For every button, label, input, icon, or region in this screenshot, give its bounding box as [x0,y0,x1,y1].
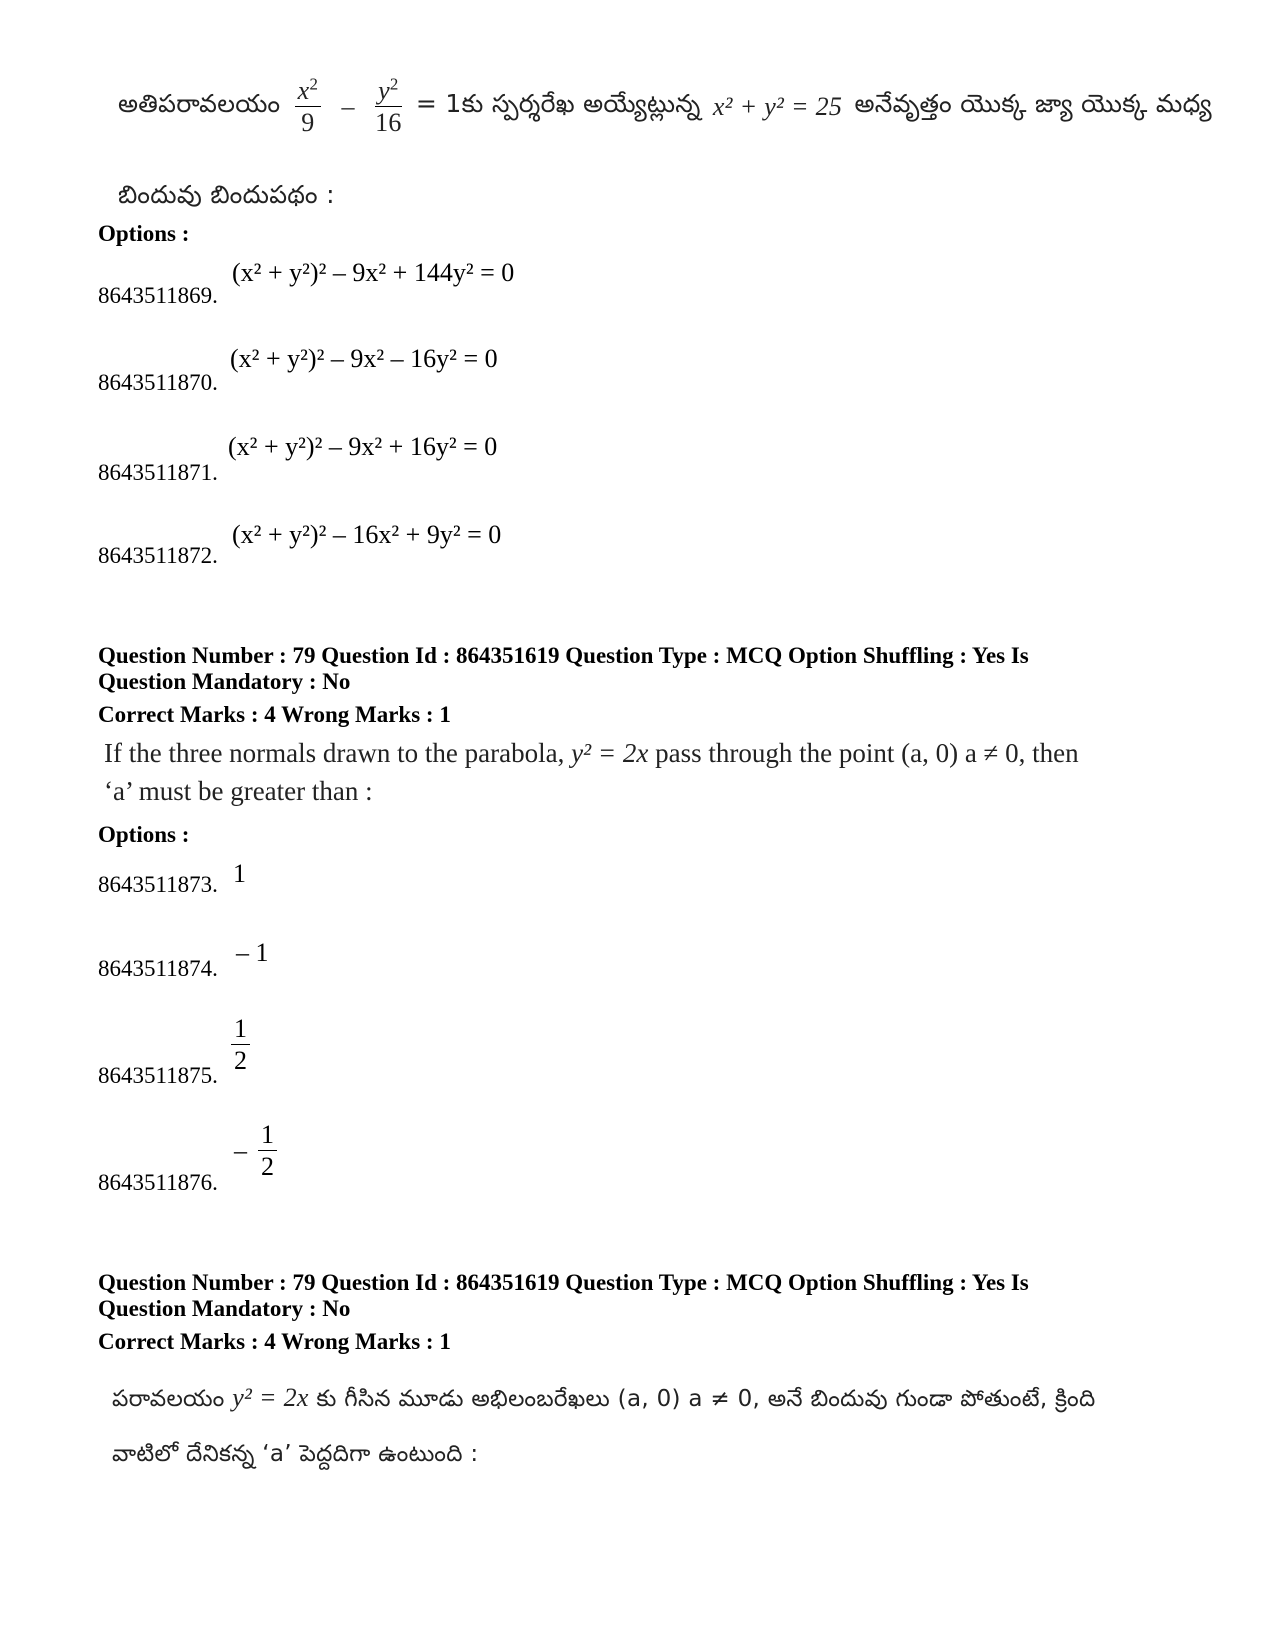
q79b-header-line1: Question Number : 79 Question Id : 864351619 Question Type : MCQ Option Shuffling : Yes Is [98,1270,1029,1295]
q79a-option-value: 1 [233,859,246,888]
q78-fraction-x2-over-9: $\frac{x^2}{9}$ [295,78,322,136]
q79b-stem-line2: వాటిలో దేనికన్న ‘a’ పెద్దదిగా ఉంటుంది : [112,1441,479,1467]
q79b-stem-line1: పరావలయం y² = 2x కు గీసిన మూడు అభిలంబరేఖలు (a, 0) a ≠ 0, అనే బిందువు గుండా పోతుంటే, క్రింది [112,1383,1096,1412]
q79a-options-label: Options : [98,822,190,847]
q78-option-expression: (x² + y²)² – 16x² + 9y² = 0 [232,520,502,549]
q79b-parabola-equation: y² = 2x [232,1383,309,1412]
q79b-header-line2: Question Mandatory : No [98,1296,351,1321]
q79a-option-id: 8643511875. [98,1063,218,1088]
q79a-option-id: 8643511873. [98,872,218,897]
q78-option-id: 8643511872. [98,543,218,568]
q79a-option-fraction: $\frac{1}{2}$ [258,1122,277,1180]
q78-stem-line2: బిందువు బిందుపథం : [118,180,335,209]
q78-option-expression: (x² + y²)² – 9x² + 16y² = 0 [228,432,498,461]
q78-option-expression: (x² + y²)² – 9x² + 144y² = 0 [232,258,515,287]
q79a-option-value: – 1 [236,938,269,967]
q78-after-fractions: = 1కు స్పర్శరేఖ అయ్యేట్లున్న [415,89,701,118]
q79a-option-sign: – [234,1136,247,1165]
q78-stem-line1 [118,74,1248,148]
q79a-stem-line2: ‘a’ must be greater than : [104,776,373,806]
q78-options-label: Options : [98,221,190,246]
q79a-option-id: 8643511876. [98,1170,218,1195]
q78-circle-equation: x² + y² = 25 [712,92,843,121]
q78-minus-sign: – [341,92,355,121]
q79a-parabola-equation: y² = 2x [571,738,649,768]
q78-stem-prefix: అతిపరావలయం [118,89,281,118]
q79a-stem-line1: If the three normals drawn to the parabola, y² = 2x pass through the point (a, 0) a ≠ 0, then [104,738,1079,768]
q78-stem-suffix: అనేవృత్తం యొక్క జ్యా యొక్క మధ్య [854,89,1212,118]
q78-option-id: 8643511870. [98,370,218,395]
q79a-header-line1: Question Number : 79 Question Id : 864351619 Question Type : MCQ Option Shuffling : Yes Is [98,643,1029,668]
q78-option-expression: (x² + y²)² – 9x² – 16y² = 0 [230,344,498,373]
q78-option-id: 8643511871. [98,460,218,485]
q78-fraction-y2-over-16: $\frac{y^2}{16}$ [375,74,402,137]
q79a-option-id: 8643511874. [98,956,218,981]
q79a-option-fraction: $\frac{1}{2}$ [231,1016,250,1074]
q79a-marks: Correct Marks : 4 Wrong Marks : 1 [98,702,451,727]
q79b-marks: Correct Marks : 4 Wrong Marks : 1 [98,1329,451,1354]
q78-option-id: 8643511869. [98,283,218,308]
q79a-header-line2: Question Mandatory : No [98,669,351,694]
